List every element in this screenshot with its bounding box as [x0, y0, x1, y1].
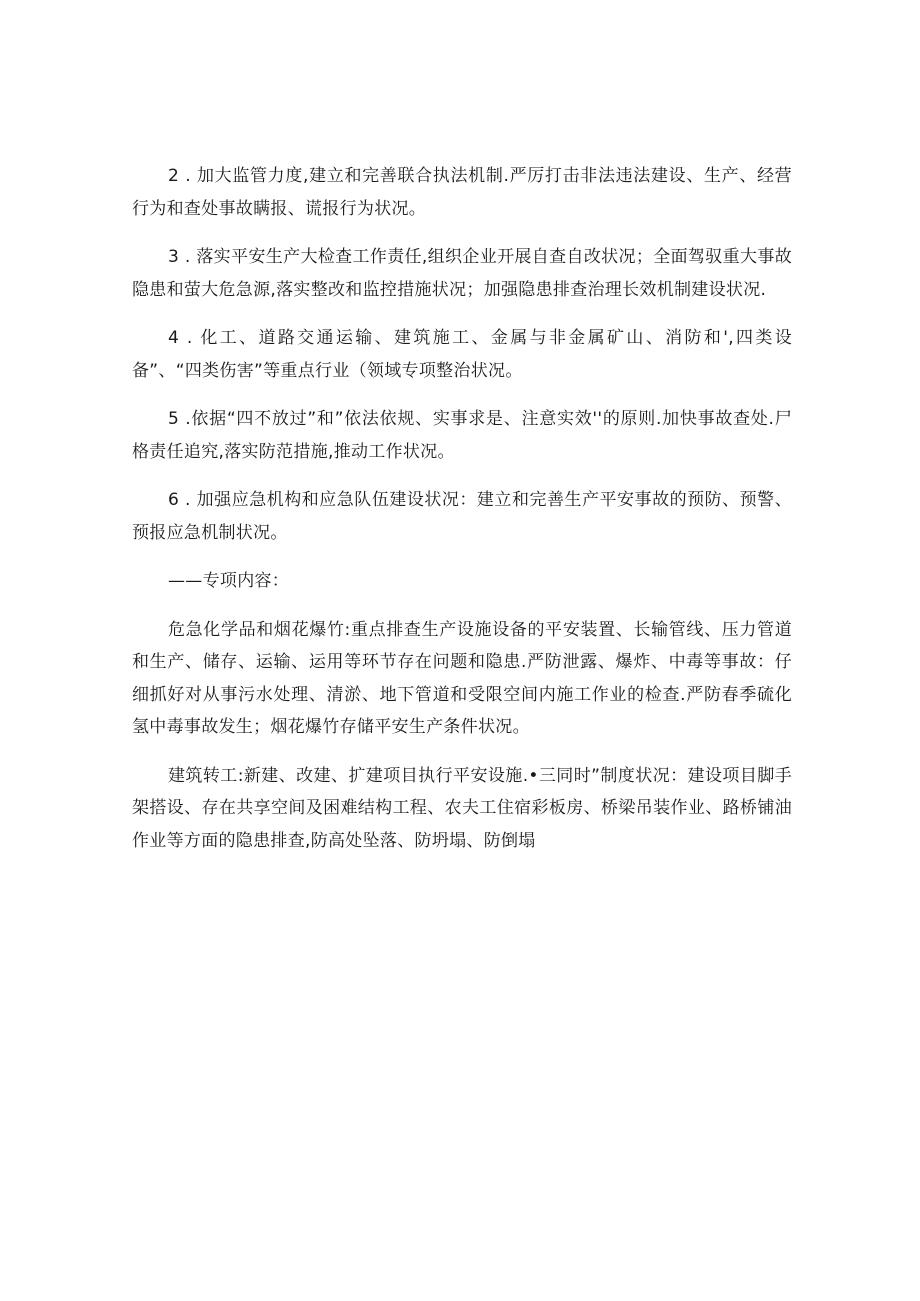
section-heading-special-content: ——专项内容： — [168, 571, 290, 591]
paragraph-hazardous-chemicals: 危急化学品和烟花爆竹:重点排查生产设施设备的平安装置、长输管线、压力管道和生产、储存、运输、运用等环节存在问题和隐患.严防泄露、爆炸、中毒等事故：仔细抓好对从事污水处理、清淤、地下管道和受限空间内施工作业的检查.严防春季硫化氢中毒事故发生；烟花爆竹存储平安生产条件状况。 — [132, 619, 792, 737]
paragraph-item-2: 2 . 加大监管力度,建立和完善联合执法机制.严厉打击非法违法建设、生产、经营行为和查处事故瞒报、谎报行为状况。 — [132, 166, 792, 219]
paragraph-item-6: 6 . 加强应急机构和应急队伍建设状况：建立和完善生产平安事故的预防、预警、预报应急机制状况。 — [132, 490, 792, 543]
paragraph-item-3: 3 . 落实平安生产大检查工作责任,组织企业开展自查自改状况；全面驾驭重大事故隐患和萤大危急源,落实整改和监控措施状况；加强隐患排查治理长效机制建设状况. — [132, 247, 792, 300]
paragraph-construction: 建筑转工:新建、改建、扩建项目执行平安设施.•三同时”制度状况：建设项目脚手架搭设、存在共享空间及困难结构工程、农夫工住宿彩板房、桥梁吊装作业、路桥铺油作业等方面的隐患排查,防高处坠落、防坍塌、防倒塌 — [132, 765, 792, 851]
paragraph-item-4: 4 . 化工、道路交通运输、建筑施工、金属与非金属矿山、消防和',四类设备”、“四类伤害”等重点行业（领域专项整治状况。 — [132, 328, 792, 381]
paragraph-item-5: 5 .依据“四不放过”和”依法依规、实事求是、注意实效''的原则.加快事故查处.尸格责任追究,落实防范措施,推动工作状况。 — [132, 409, 792, 462]
document-body — [132, 160, 792, 873]
